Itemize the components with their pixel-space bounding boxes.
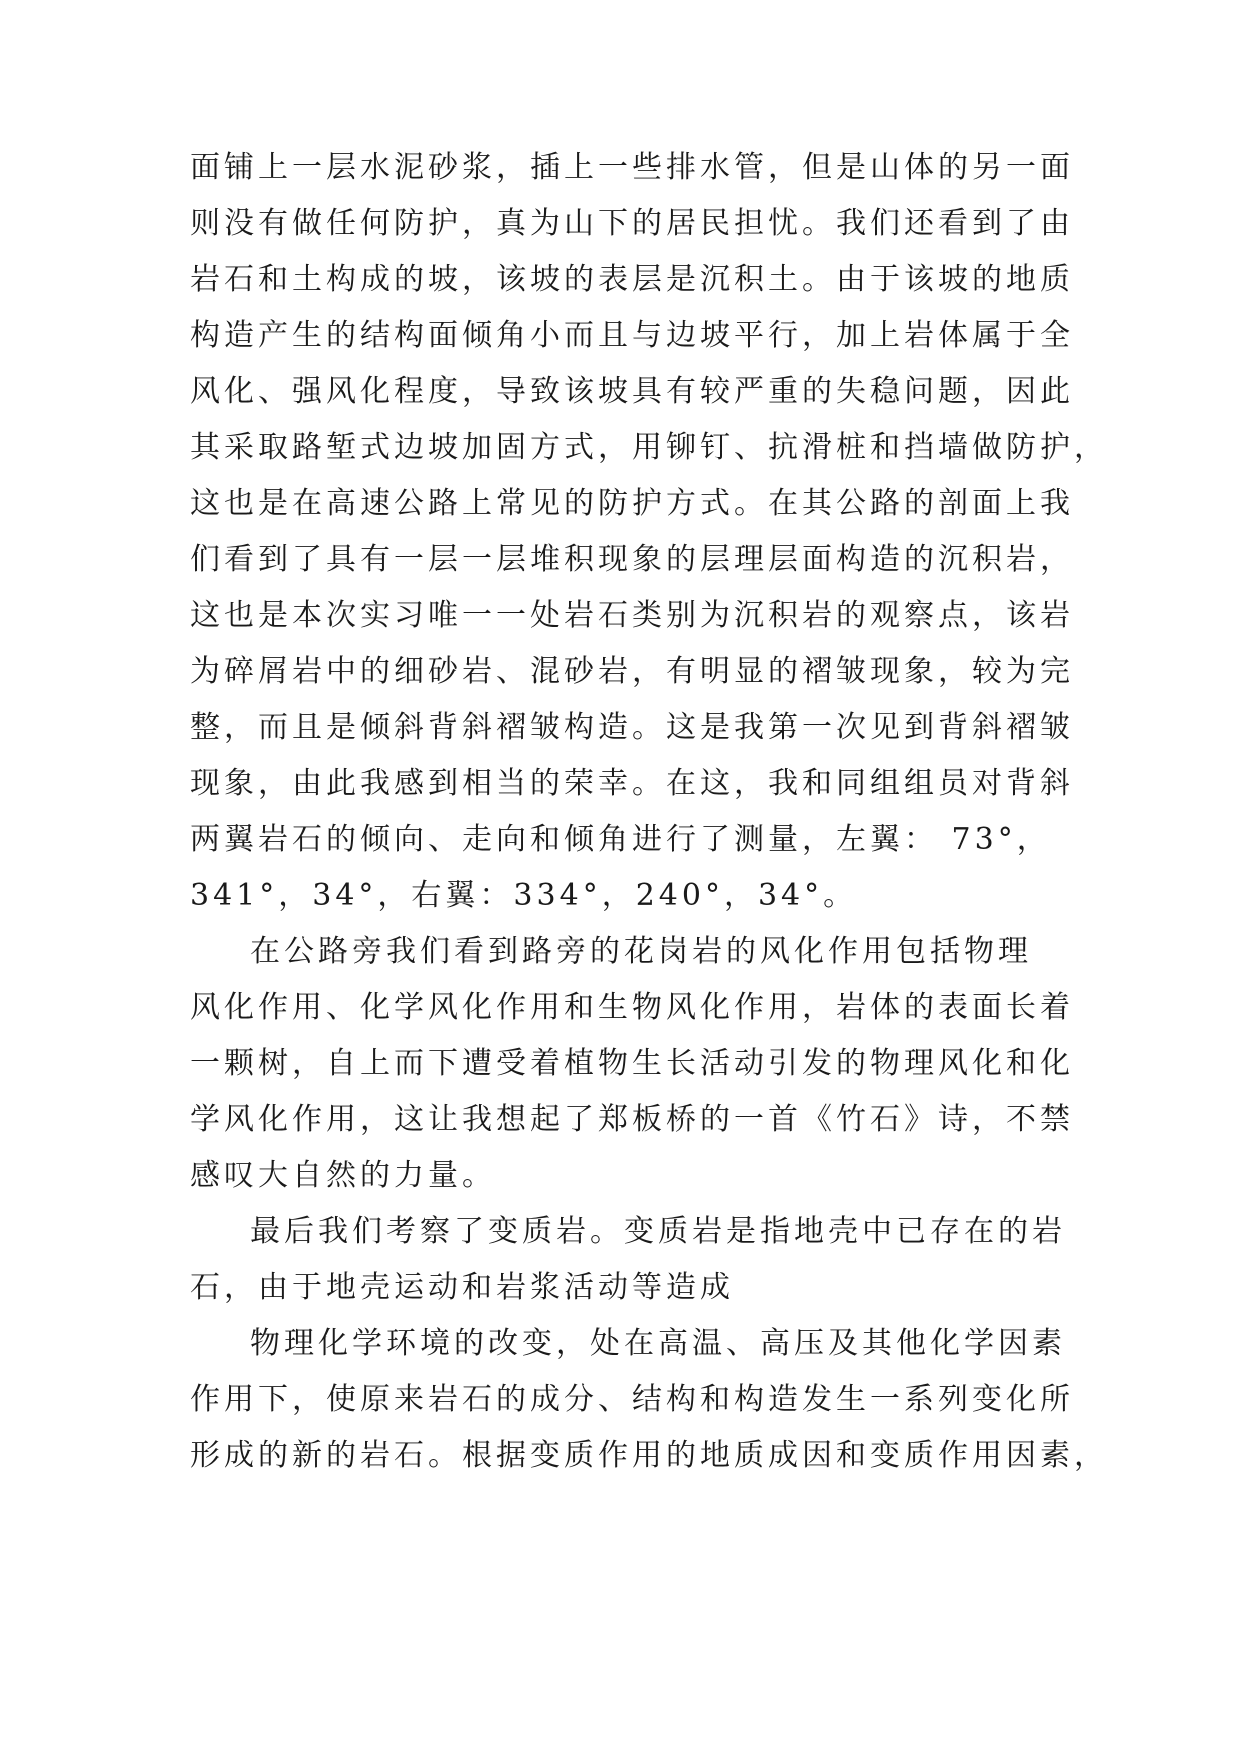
text-line: 作用下，使原来岩石的成分、结构和构造发生一系列变化所 [190, 1382, 1074, 1417]
text-line: 为碎屑岩中的细砂岩、混砂岩，有明显的褶皱现象，较为完 [190, 654, 1074, 689]
text-line: 感叹大自然的力量。 [190, 1158, 496, 1193]
text-line: 整，而且是倾斜背斜褶皱构造。这是我第一次见到背斜褶皱 [190, 710, 1074, 745]
paragraph-start-line: 在公路旁我们看到路旁的花岗岩的风化作用包括物理 [250, 934, 1032, 969]
text-line: 石，由于地壳运动和岩浆活动等造成 [190, 1270, 734, 1305]
paragraph-start-line: 物理化学环境的改变，处在高温、高压及其他化学因素 [250, 1326, 1066, 1361]
text-line: 们看到了具有一层一层堆积现象的层理层面构造的沉积岩， [190, 542, 1074, 577]
text-line: 两翼岩石的倾向、走向和倾角进行了测量，左翼： 73°， [190, 822, 1051, 857]
text-line: 这也是本次实习唯一一处岩石类别为沉积岩的观察点，该岩 [190, 598, 1074, 633]
text-line: 风化作用、化学风化作用和生物风化作用，岩体的表面长着 [190, 990, 1074, 1025]
text-line: 岩石和土构成的坡，该坡的表层是沉积土。由于该坡的地质 [190, 262, 1074, 297]
text-line: 341°，34°，右翼：334°，240°，34°。 [190, 878, 858, 913]
text-line: 现象，由此我感到相当的荣幸。在这，我和同组组员对背斜 [190, 766, 1074, 801]
text-line: 面铺上一层水泥砂浆，插上一些排水管，但是山体的另一面 [190, 150, 1074, 185]
text-line: 构造产生的结构面倾角小而且与边坡平行，加上岩体属于全 [190, 318, 1074, 353]
text-line: 其采取路堑式边坡加固方式，用铆钉、抗滑桩和挡墙做防护， [190, 430, 1108, 465]
paragraph-start-line: 最后我们考察了变质岩。变质岩是指地壳中已存在的岩 [250, 1214, 1066, 1249]
text-line: 则没有做任何防护，真为山下的居民担忧。我们还看到了由 [190, 206, 1074, 241]
text-line: 学风化作用，这让我想起了郑板桥的一首《竹石》诗，不禁 [190, 1102, 1074, 1137]
text-line: 一颗树，自上而下遭受着植物生长活动引发的物理风化和化 [190, 1046, 1074, 1081]
text-line: 风化、强风化程度，导致该坡具有较严重的失稳问题，因此 [190, 374, 1074, 409]
text-line: 形成的新的岩石。根据变质作用的地质成因和变质作用因素， [190, 1438, 1108, 1473]
text-line: 这也是在高速公路上常见的防护方式。在其公路的剖面上我 [190, 486, 1074, 521]
